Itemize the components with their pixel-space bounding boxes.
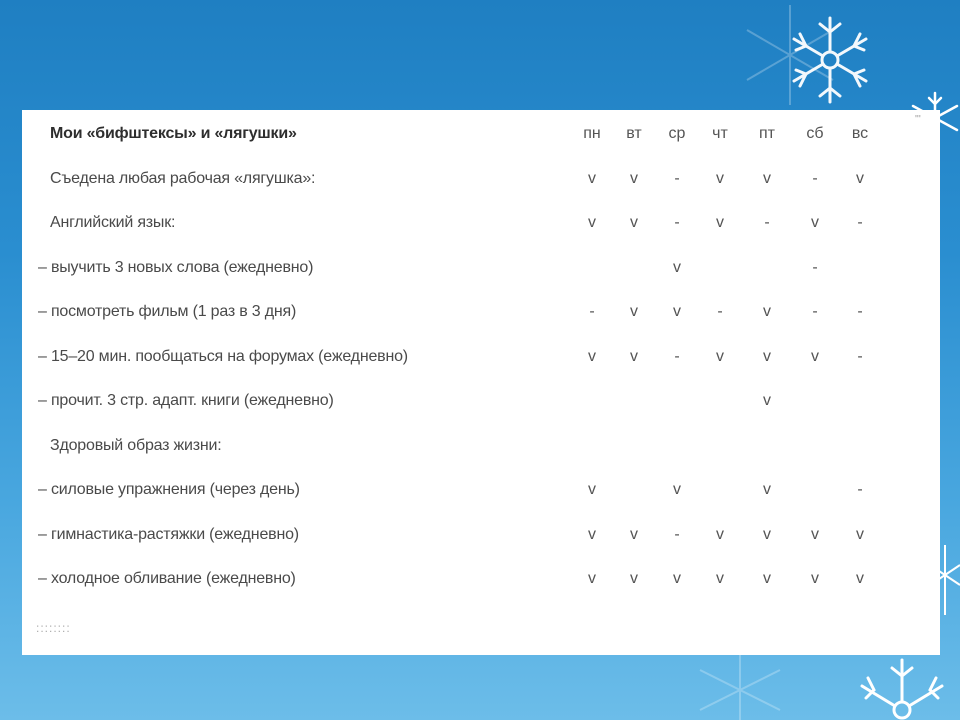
table-row <box>22 292 940 332</box>
day-mark: v <box>588 525 596 543</box>
day-mark: v <box>811 347 819 365</box>
day-mark: v <box>588 214 596 231</box>
row-label: Английский язык: <box>50 214 176 231</box>
day-mark: v <box>673 481 681 498</box>
day-mark: v <box>673 570 681 587</box>
day-header: чт <box>712 125 728 142</box>
day-mark: v <box>763 392 771 409</box>
day-mark: v <box>673 303 681 320</box>
corner-dots: ''' <box>915 114 921 125</box>
day-mark: v <box>630 169 638 187</box>
snowflake-faint-icon <box>735 0 845 110</box>
day-mark: v <box>588 481 596 498</box>
day-mark: v <box>630 525 638 543</box>
day-mark: v <box>763 169 771 187</box>
table-title: Мои «бифштексы» и «лягушки» <box>50 125 297 142</box>
day-mark: v <box>716 347 724 365</box>
day-mark: - <box>674 347 680 365</box>
day-mark: v <box>716 169 724 187</box>
row-label: – силовые упражнения (через день) <box>38 481 300 498</box>
day-mark: v <box>811 525 819 543</box>
row-label: Здоровый образ жизни: <box>50 436 222 454</box>
day-mark: v <box>630 570 638 587</box>
day-mark: v <box>630 303 638 320</box>
day-mark: - <box>857 303 863 320</box>
row-label: – прочит. 3 стр. адапт. книги (ежедневно) <box>38 392 334 409</box>
day-mark: v <box>856 169 864 187</box>
day-mark: - <box>812 169 818 187</box>
day-header: пн <box>583 125 601 142</box>
day-mark: v <box>630 214 638 231</box>
day-mark: - <box>812 303 818 320</box>
table-row <box>22 159 940 199</box>
row-label: – холодное обливание (ежедневно) <box>38 570 296 587</box>
table-row <box>22 203 940 243</box>
day-header: вт <box>626 125 642 142</box>
table-row <box>22 515 940 555</box>
table-row <box>22 470 940 510</box>
day-mark: - <box>857 214 863 231</box>
table-row <box>22 381 940 421</box>
footer-dots: :::::::: <box>36 621 71 635</box>
day-header: ср <box>668 125 686 142</box>
day-mark: - <box>812 258 818 276</box>
day-mark: v <box>763 525 771 543</box>
day-mark: v <box>763 481 771 498</box>
day-header: пт <box>759 125 775 142</box>
day-mark: v <box>811 570 819 587</box>
day-mark: v <box>763 570 771 587</box>
day-mark: v <box>856 525 864 543</box>
day-mark: - <box>674 214 680 231</box>
snowflake-bottom-faint-icon <box>690 650 790 720</box>
row-label: Съедена любая рабочая «лягушка»: <box>50 169 316 187</box>
row-label: – 15–20 мин. пообщаться на форумах (ежедневно) <box>38 347 408 365</box>
day-mark: - <box>589 303 595 320</box>
day-mark: v <box>588 570 596 587</box>
row-label: – выучить 3 новых слова (ежедневно) <box>38 258 314 276</box>
day-header: вс <box>851 125 869 142</box>
day-mark: v <box>716 570 724 587</box>
day-mark: - <box>674 169 680 187</box>
day-mark: - <box>764 214 770 231</box>
day-mark: - <box>857 347 863 365</box>
day-mark: v <box>588 169 596 187</box>
table-row <box>22 114 940 154</box>
table-row <box>22 337 940 377</box>
row-label: – гимнастика-растяжки (ежедневно) <box>38 525 299 543</box>
day-mark: v <box>811 214 819 231</box>
table-row <box>22 426 940 466</box>
day-header: сб <box>806 125 824 142</box>
day-mark: - <box>674 525 680 543</box>
day-mark: v <box>588 347 596 365</box>
row-label: – посмотреть фильм (1 раз в 3 дня) <box>38 303 297 320</box>
day-mark: v <box>763 347 771 365</box>
table-row <box>22 248 940 288</box>
day-mark: v <box>673 258 681 276</box>
day-mark: v <box>763 303 771 320</box>
day-mark: v <box>630 347 638 365</box>
day-mark: v <box>856 570 864 587</box>
day-mark: v <box>716 525 724 543</box>
day-mark: - <box>857 481 863 498</box>
table-row <box>22 559 940 599</box>
habit-tracker-table <box>22 110 940 655</box>
day-mark: v <box>716 214 724 231</box>
day-mark: - <box>717 303 723 320</box>
